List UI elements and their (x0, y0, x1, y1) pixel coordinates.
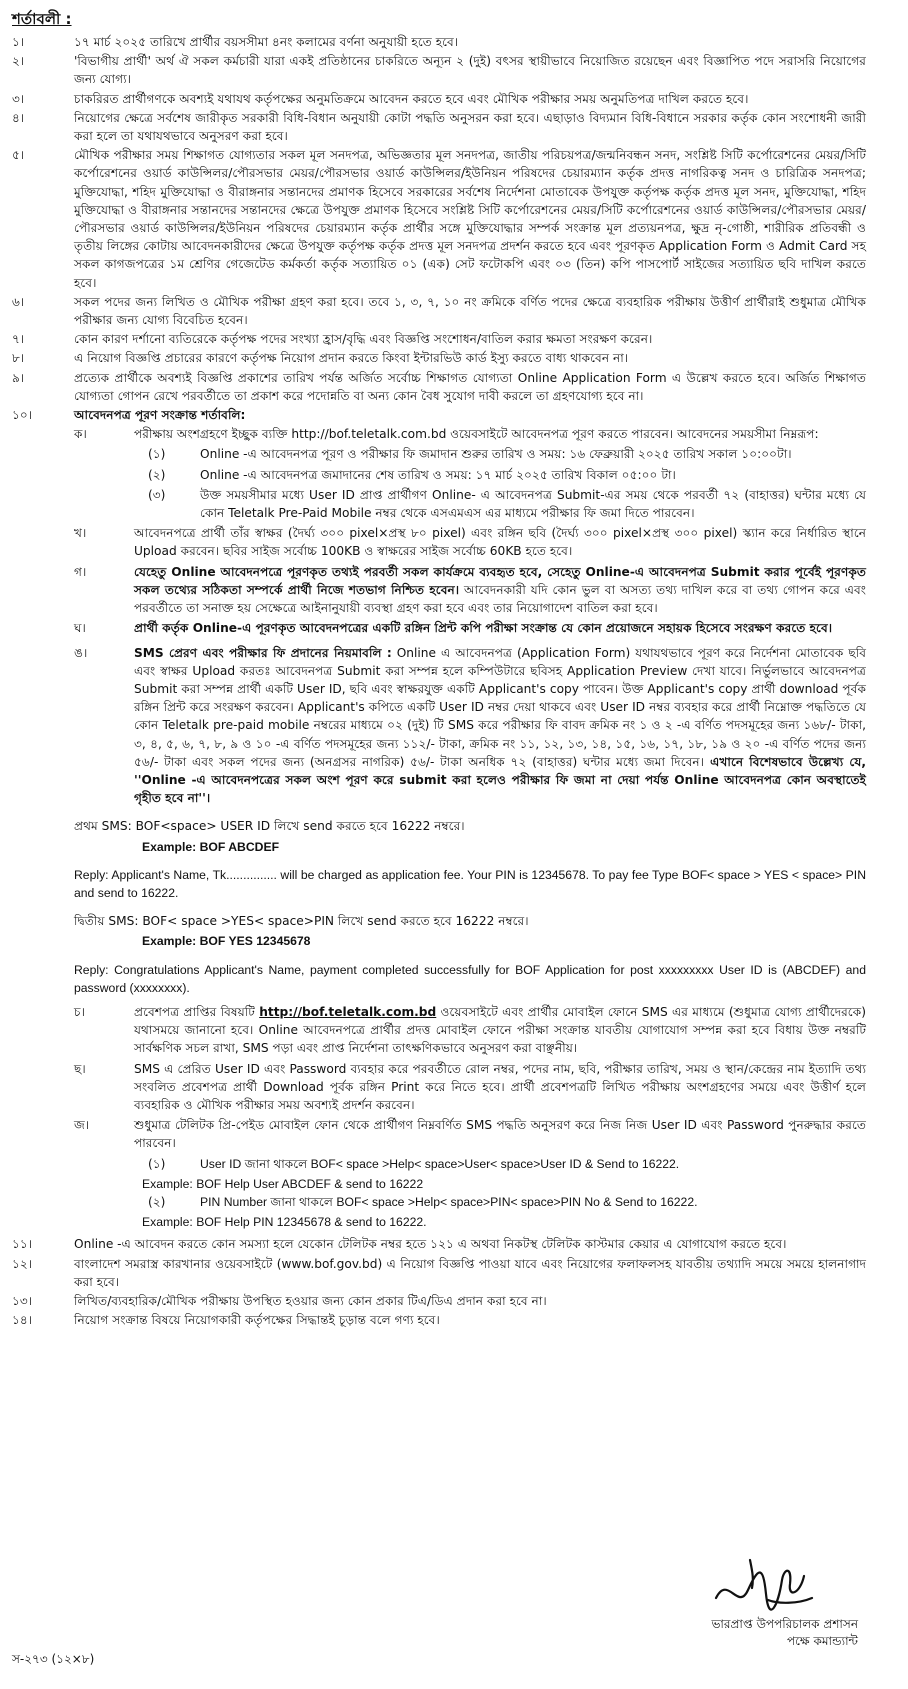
timeline-step-text: Online -এ আবেদনপত্র জমাদানের শেষ তারিখ ও সময়: ১৭ মার্চ ২০২৫ তারিখ বিকাল ০৫:০০ টা। (200, 467, 676, 482)
first-sms-example: Example: BOF ABCDEF (142, 839, 280, 854)
recovery-step: (১) User ID জানা থাকলে BOF< space >Help< space>User< space>User ID & Send to 16222. (148, 1155, 866, 1173)
item-number: ১১। (12, 1237, 33, 1252)
sms-rules-warning: এখানে বিশেষভাবে উল্লেখ্য যে, ''Online -এ আবেদনপত্রের সকল অংশ পূরণ করে submit করা হলেও পরীক্ষার ফি জমা না দেয়া পর্যন্ত Online আবেদনপত্র কোন অবস্থাতেই গৃহীত হবে না''। (134, 754, 867, 806)
sub-item-cha-text: প্রবেশপত্র প্রাপ্তির বিষয়টি http://bof.teletalk.com.bd ওয়েবসাইটে এবং প্রার্থীর মোবাইল ফোনে SMS এর মাধ্যমে (শুধুমাত্র যোগ্য প্রার্থীদেরকে) যথাসময়ে জানানো হবে। Online আবেদনপত্রে প্রার্থীর প্রদত্ত মোবাইল ফোনে পরীক্ষা সংক্রান্ত যাবতীয় যোগাযোগ সম্পন্ন করা হবে বিধায় উক্ত নম্বরটি সার্বক্ষণিক সচল রাখা, SMS পড়া এবং প্রাপ্ত নির্দেশনা তাৎক্ষণিকভাবে অনুসরণ করা বাঞ্ছনীয়। (134, 1004, 866, 1056)
sub-item-ga-text (134, 563, 866, 618)
sub-item-umo: ঙ। SMS প্রেরণ এবং পরীক্ষার ফি প্রদানের নিয়মাবলি : Online এ আবেদনপত্র (Application Form) যথাযথভাবে পূরণ করে নির্দেশনা মোতাবেক ছবি এবং স্বাক্ষর Upload করতঃ আবেদনপত্র Submit করা সম্পন্ন হলে কম্পিউটারে ছবিসহ Application Preview দেখা যাবে। নির্ভুলভাবে আবেদনপত্র Submit করা সম্পন্ন প্রার্থী একটি User ID, ছবি এবং স্বাক্ষরযুক্ত একটি Applicant's copy পাবেন। উক্ত Applicant's copy প্রার্থী download পূর্বক রঙ্গিন প্রিন্ট করে সংরক্ষণ করবেন। Applicant's কপিতে একটি User ID নম্বর দেয়া থাকবে এবং User ID নম্বর ব্যবহার করে প্রার্থী নিম্নোক্ত পদ্ধতিতে যে কোন Teletalk pre-paid mobile নম্বরের মাধ্যমে ০২ (দুই) টি SMS করে পরীক্ষার ফি বাবদ ক্রমিক নং ১ ও ২ -এ বর্ণিত পদসমূহের জন্য ১৬৮/- টাকা, ৩, ৪, ৫, ৬, ৭, ৮, ৯ ও ১০ -এ বর্ণিত পদসমূহের জন্য ১১২/- টাকা, ক্রমিক নং ১১, ১২, ১৩, ১৪, ১৫, ১৬, ১৭, ১৮, ১৯ ও ২০ -এ বর্ণিত পদের জন্য ৫৬/- টাকা এবং সকল পদের জন্য (অনগ্রসর নাগরিক) ৫৬/- টাকা অনধিক ৭২ (বাহাত্তর) ঘন্টার মধ্যে জমা দিবেন। এখানে বিশেষভাবে উল্লেখ্য যে, ''Online -এ আবেদনপত্রের সকল অংশ পূরণ করে submit করা হলেও পরীক্ষার ফি জমা না দেয়া পর্যন্ত Online আবেদনপত্র কোন অবস্থাতেই গৃহীত হবে না''। (74, 644, 866, 808)
item-number: ১। (12, 35, 25, 49)
item-text: বাংলাদেশ সমরাস্ত্র কারখানার ওয়েবসাইটে (www.bof.gov.bd) এ নিয়োগ বিজ্ঞপ্তি পাওয়া যাবে এবং নিয়োগের ফলাফলসহ যাবতীয় তথ্যাদি সময়ে সময়ে হালনাগাদ করা হবে। (74, 1256, 866, 1289)
item-number: ৫। (12, 148, 25, 163)
sub-item-kha: খ। আবেদনপত্রে প্রার্থী তাঁর স্বাক্ষর (দৈর্ঘ্য ৩০০ pixel×প্রস্থ ৮০ pixel) এবং রঙ্গিন ছবি (দৈর্ঘ্য ৩০০ pixel×প্রস্থ ৩০০ pixel) স্ক্যান করে নির্ধারিত স্থানে Upload করবেন। ছবির সাইজ সর্বোচ্চ 100KB ও স্বাক্ষরের সাইজ সর্বোচ্চ 60KB হতে হবে। (74, 524, 866, 560)
sub-item-ga: গ। যেহেতু Online আবেদনপত্রে পূরণকৃত তথ্যই পরবর্তী সকল কার্যক্রমে ব্যবহৃত হবে, সেহেতু Online-এ আবেদনপত্র Submit করার পূর্বেই পূরণকৃত সকল তথ্যের সঠিকতা সম্পর্কে প্রার্থী নিজে শতভাগ নিশ্চিত হবেন। আবেদনকারী যদি কোন ভুল বা অসত্য তথ্য দাখিল করে বা তথ্য গোপন করে এবং পরবর্তীতে তা সনাক্ত হয় সেক্ষেত্রে আইনানুযায়ী ব্যবস্থা গ্রহণ করা হবে এবং তার নিয়োগাদেশ বাতিল করা হবে। (74, 563, 866, 618)
sub-item-gha-text: প্রার্থী কর্তৃক Online-এ পূরণকৃত আবেদনপত্রের একটি রঙ্গিন প্রিন্ট কপি পরীক্ষা সংক্রান্ত যে কোন প্রয়োজনে সহায়ক হিসেবে সংরক্ষণ করতে হবে। (134, 621, 833, 636)
item-number: ২। (12, 54, 25, 69)
second-sms-example: Example: BOF YES 12345678 (142, 934, 311, 949)
recovery-step-text: PIN Number জানা থাকলে BOF< space >Help< space>PIN< space>PIN No & Send to 16222. (200, 1194, 698, 1209)
item-number: ১৩। (12, 1294, 33, 1308)
item-text: কোন কারণ দর্শানো ব্যতিরেকে কর্তৃপক্ষ পদের সংখ্যা হ্রাস/বৃদ্ধি এবং বিজ্ঞপ্তি সংশোধন/বাতিল করার ক্ষমতা সংরক্ষণ করেন। (74, 332, 653, 347)
condition-item-tail-2 (12, 1255, 866, 1291)
item-text: নিয়োগের ক্ষেত্রে সর্বশেষ জারীকৃত সরকারী বিধি-বিধান অনুযায়ী কোটা পদ্ধতি অনুসরন করা হবে। এছাড়াও বিদ্যমান বিধি-বিধানে সরকার কর্তৃক কোন সংশোধনী জারী করা হলে তা যথাযথভাবে অনুসরণ করা হবে। (74, 110, 866, 144)
item-text: প্রত্যেক প্রার্থীকে অবশ্যই বিজ্ঞপ্তি প্রকাশের তারিখ পর্যন্ত অর্জিত সর্বোচ্চ শিক্ষাগত যোগ্যতা Online Application Form এ উল্লেখ করতে হবে। অর্জিত শিক্ষাগত যোগ্যতা গোপন রেখে পরবর্তীতে তা প্রকাশ করে পদোন্নতি বা অন্য কোন বৈধ সুযোগ দাবী করলে তা গ্রহণযোগ্য হবে না। (74, 370, 866, 403)
signatory-on-behalf: পক্ষে কমান্ড্যান্ট (786, 1634, 858, 1648)
conditions-list-tail (12, 1235, 866, 1329)
timeline-step: (২) Online -এ আবেদনপত্র জমাদানের শেষ তারিখ ও সময়: ১৭ মার্চ ২০২৫ তারিখ বিকাল ০৫:০০ টা। (148, 466, 866, 484)
item-text: নিয়োগ সংক্রান্ত বিষয়ে নিয়োগকারী কর্তৃপক্ষের সিদ্ধান্তই চূড়ান্ত বলে গণ্য হবে। (74, 1313, 440, 1328)
sub-item-ga-bold: যেহেতু Online আবেদনপত্রে পূরণকৃত তথ্যই পরবর্তী সকল কার্যক্রমে ব্যবহৃত হবে, সেহেতু Online-এ আবেদনপত্র Submit করার পূর্বেই পূরণকৃত সকল তথ্যের সঠিকতা সম্পর্কে প্রার্থী নিজে শতভাগ নিশ্চিত হবেন। (134, 564, 866, 597)
item-10-title: আবেদনপত্র পূরণ সংক্রান্ত শর্তাবলি: (74, 408, 246, 423)
sub-item-umo-text (134, 644, 866, 808)
page-title: শর্তাবলী : (12, 10, 72, 28)
condition-item-4 (12, 109, 866, 145)
item-number: ৩। (12, 91, 25, 106)
condition-item-8 (12, 349, 866, 367)
sub-item-gha: ঘ। প্রার্থী কর্তৃক Online-এ পূরণকৃত আবেদনপত্রের একটি রঙ্গিন প্রিন্ট কপি পরীক্ষা সংক্রান্ত যে কোন প্রয়োজনে সহায়ক হিসেবে সংরক্ষণ করতে হবে। (74, 619, 866, 637)
timeline-step: (৩) উক্ত সময়সীমার মধ্যে User ID প্রাপ্ত প্রার্থীগণ Online- এ আবেদনপত্র Submit-এর সময় থেকে পরবর্তী ৭২ (বাহাত্তর) ঘন্টার মধ্যে যে কোন Teletalk Pre-Paid Mobile নম্বর থেকে এসএমএস এর মাধ্যমে পরীক্ষার ফি জমা দিতে পারবেন। (148, 486, 866, 522)
timeline-step-text: উক্ত সময়সীমার মধ্যে User ID প্রাপ্ত প্রার্থীগণ Online- এ আবেদনপত্র Submit-এর সময় থেকে পরবর্তী ৭২ (বাহাত্তর) ঘন্টার মধ্যে যে কোন Teletalk Pre-Paid Mobile নম্বর থেকে এসএমএস এর মাধ্যমে পরীক্ষার ফি জমা দিতে পারবেন। (200, 487, 866, 521)
sub-item-kha-text: আবেদনপত্রে প্রার্থী তাঁর স্বাক্ষর (দৈর্ঘ্য ৩০০ pixel×প্রস্থ ৮০ pixel) এবং রঙ্গিন ছবি (দৈর্ঘ্য ৩০০ pixel×প্রস্থ ৩০০ pixel) স্ক্যান করে নির্ধারিত স্থানে Upload করবেন। ছবির সাইজ সর্বোচ্চ 100KB ও স্বাক্ষরের সাইজ সর্বোচ্চ 60KB হতে হবে। (134, 526, 866, 559)
signatory-designation: ভারপ্রাপ্ত উপপরিচালক প্রশাসন (711, 1617, 858, 1631)
item-text: চাকরিরত প্রার্থীগণকে অবশ্যই যথাযথ কর্তৃপক্ষের অনুমতিক্রমে আবেদন করতে হবে এবং মৌখিক পরীক্ষার সময় অনুমতিপত্র দাখিল করতে হবে। (74, 91, 749, 106)
condition-item-9 (12, 369, 866, 405)
first-sms-reply: Reply: Applicant's Name, Tk............... will be charged as application fee. Your PIN is 12345678. To pay fee Type BOF< space > YES < space> PIN and send to 16222. (74, 867, 866, 900)
item-text: সকল পদের জন্য লিখিত ও মৌখিক পরীক্ষা গ্রহণ করা হবে। তবে ১, ৩, ৭, ১০ নং ক্রমিকে বর্ণিত পদের ক্ষেত্রে ব্যবহারিক পরীক্ষায় উত্তীর্ণ প্রার্থীরাই শুধুমাত্র মৌখিক পরীক্ষার জন্য যোগ্য বিবেচিত হবেন। (74, 294, 866, 328)
condition-item-5 (12, 146, 866, 292)
condition-item-tail-4 (12, 1311, 866, 1329)
sub-item-ka: ক। পরীক্ষায় অংশগ্রহণে ইচ্ছুক ব্যক্তি http://bof.teletalk.com.bd ওয়েবসাইটে আবেদনপত্র পূরণ করতে পারবেন। আবেদনের সময়সীমা নিম্নরূপ: (74, 425, 866, 443)
item-number: ১২। (12, 1256, 33, 1271)
recovery-step-example: Example: BOF Help User ABCDEF & send to 16222 (142, 1176, 424, 1191)
condition-item-10 (12, 406, 866, 424)
first-sms-instruction: প্রথম SMS: BOF<space> USER ID লিখে send করতে হবে 16222 নম্বরে। (74, 819, 465, 834)
condition-item-tail-3 (12, 1292, 866, 1310)
condition-item-2 (12, 52, 866, 88)
condition-item-6 (12, 293, 866, 329)
item-number: ৪। (12, 110, 25, 125)
item-text: মৌখিক পরীক্ষার সময় শিক্ষাগত যোগ্যতার সকল মূল সনদপত্র, অভিজ্ঞতার মূল সনদপত্র, জাতীয় পরিচয়পত্র/জন্মনিবন্ধন সনদ, সংশ্লিষ্ট সিটি কর্পোরেশনের মেয়র/সিটি কর্পোরেশনের ওয়ার্ড কাউন্সিলর/পৌরসভার মেয়র/পৌরসভার ওয়ার্ড কাউন্সিলর/ইউনিয়ন পরিষদের চেয়ারম্যান কর্তৃক প্রদত্ত নাগরিকত্ব সনদ ও চারিত্রিক সনদপত্র; মুক্তিযোদ্ধা, শহিদ মুক্তিযোদ্ধা ও বীরাঙ্গনার সন্তানদের প্রমাণক হিসেবে সরকারের সর্বশেষ নির্দেশনা মোতাবেক উপযুক্ত কর্তৃপক্ষ কর্তৃক প্রদত্ত মূল সনদ, মুক্তিযোদ্ধা, শহিদ মুক্তিযোদ্ধা ও বীরাঙ্গনার সন্তানদের সন্তানদের ক্ষেত্রে উপযুক্ত প্রমাণক হিসেবে সংশ্লিষ্ট সিটি কর্পোরেশনের মেয়র/সিটি কর্পোরেশনের ওয়ার্ড কাউন্সিলর/পৌরসভার মেয়র/পৌরসভার ওয়ার্ড কাউন্সিলর/ইউনিয়ন পরিষদের চেয়ারম্যান কর্তৃক প্রার্থীর সঙ্গে মুক্তিযোদ্ধার সম্পর্ক সংক্রান্ত মূল প্রত্যয়নপত্র, ক্ষুদ্র নৃ-গোষ্ঠী, শারীরিক প্রতিবন্ধী ও তৃতীয় লিঙ্গের কোটায় আবেদনকারীদের ক্ষেত্রে উপযুক্ত কর্তৃপক্ষ কর্তৃক প্রদত্ত মূল সনদপত্র প্রদর্শন করতে হবে এবং পূরণকৃত Application Form ও Admit Card সহ সকল কাগজপত্রের ১ম শ্রেণির গেজেটেড কর্মকর্তা কর্তৃক সত্যায়িত ০১ (এক) সেট ফটোকপি এবং ০৩ (তিন) কপি পাসপোর্ট সাইজের সত্যায়িত ছবি দাখিল করতে হবে। (74, 148, 866, 290)
teletalk-link[interactable]: http://bof.teletalk.com.bd (259, 1004, 437, 1019)
item-number: ১৪। (12, 1313, 33, 1328)
sub-item-ja-text: শুধুমাত্র টেলিটক প্রি-পেইড মোবাইল ফোন থেকে প্রার্থীগণ নিম্নবর্ণিত SMS পদ্ধতি অনুসরণ করে নিজ নিজ User ID এবং Password পুনরুদ্ধার করতে পারবেন। (134, 1118, 866, 1151)
timeline-step-text: Online -এ আবেদনপত্র পূরণ ও পরীক্ষার ফি জমাদান শুরুর তারিখ ও সময়: ১৬ ফেব্রুয়ারী ২০২৫ তারিখ সকাল ১০:০০টা। (200, 447, 792, 462)
handwritten-signature (708, 1554, 818, 1616)
item-text: লিখিত/ব্যবহারিক/মৌখিক পরীক্ষায় উপস্থিত হওয়ার জন্য কোন প্রকার টিএ/ডিএ প্রদান করা হবে না। (74, 1294, 547, 1308)
second-sms-instruction: দ্বিতীয় SMS: BOF< space >YES< space>PIN লিখে send করতে হবে 16222 নম্বরে। (74, 914, 529, 929)
item-text: 'বিভাগীয় প্রার্থী' অর্থ ঐ সকল কর্মচারী যারা একই প্রতিষ্ঠানের চাকরিতে অন্যূন ২ (দুই) বৎসর স্থায়ীভাবে নিয়োজিত রয়েছেন এবং বিজ্ঞাপিত পদে সরাসরি নিয়োগের জন্য যোগ্য। (74, 54, 866, 87)
sub-item-chha-text: SMS এ প্রেরিত User ID এবং Password ব্যবহার করে পরবর্তীতে রোল নম্বর, পদের নাম, ছবি, পরীক্ষার তারিখ, সময় ও স্থান/কেন্দ্রের নাম ইত্যাদি তথ্য সংবলিত প্রবেশপত্র প্রার্থী Download পূর্বক রঙ্গিন Print করে নিতে হবে। প্রার্থী প্রবেশপত্রটি লিখিত পরীক্ষায় অংশগ্রহণের সময়ে এবং উত্তীর্ণ হলে ব্যবহারিক ও মৌখিক পরীক্ষার সময় অবশ্যই প্রদর্শন করবেন। (134, 1061, 866, 1112)
recovery-step-example: Example: BOF Help PIN 12345678 & send to 16222. (142, 1215, 427, 1230)
sms-rules-heading: SMS প্রেরণ এবং পরীক্ষার ফি প্রদানের নিয়মাবলি : (134, 645, 392, 660)
footer-reference-code: স-২৭৩ (১২×৮) (12, 1651, 95, 1666)
item-text: ১৭ মার্চ ২০২৫ তারিখে প্রার্থীর বয়সসীমা ৪নং কলামের বর্ণনা অনুযায়ী হতে হবে। (74, 35, 459, 49)
timeline-step: (১) Online -এ আবেদনপত্র পূরণ ও পরীক্ষার ফি জমাদান শুরুর তারিখ ও সময়: ১৬ ফেব্রুয়ারী ২০২৫ তারিখ সকাল ১০:০০টা। (148, 445, 866, 463)
item-number: ১০। (12, 408, 33, 423)
item-number: ৬। (12, 294, 25, 309)
sms-rules-body: Online এ আবেদনপত্র (Application Form) যথাযথভাবে পূরণ করে নির্দেশনা মোতাবেক ছবি এবং স্বাক্ষর Upload করতঃ আবেদনপত্র Submit করা সম্পন্ন হলে কম্পিউটারে ছবিসহ Application Preview দেখা যাবে। নির্ভুলভাবে আবেদনপত্র Submit করা সম্পন্ন প্রার্থী একটি User ID, ছবি এবং স্বাক্ষরযুক্ত একটি Applicant's copy পাবেন। উক্ত Applicant's copy প্রার্থী download পূর্বক রঙ্গিন প্রিন্ট করে সংরক্ষণ করবেন। Applicant's কপিতে একটি User ID নম্বর দেয়া থাকবে এবং User ID নম্বর ব্যবহার করে প্রার্থী নিম্নোক্ত পদ্ধতিতে যে কোন Teletalk pre-paid mobile নম্বরের মাধ্যমে ০২ (দুই) টি SMS করে পরীক্ষার ফি বাবদ ক্রমিক নং ১ ও ২ -এ বর্ণিত পদসমূহের জন্য ১৬৮/- টাকা, ৩, ৪, ৫, ৬, ৭, ৮, ৯ ও ১০ -এ বর্ণিত পদসমূহের জন্য ১১২/- টাকা, ক্রমিক নং ১১, ১২, ১৩, ১৪, ১৫, ১৬, ১৭, ১৮, ১৯ ও ২০ -এ বর্ণিত পদের জন্য ৫৬/- টাকা এবং সকল পদের জন্য (অনগ্রসর নাগরিক) ৫৬/- টাকা অনধিক ৭২ (বাহাত্তর) ঘন্টার মধ্যে জমা দিবেন। (134, 645, 866, 769)
recovery-step: (২) PIN Number জানা থাকলে BOF< space >Help< space>PIN< space>PIN No & Send to 16222. (148, 1193, 866, 1211)
sub-item-ja: জ। শুধুমাত্র টেলিটক প্রি-পেইড মোবাইল ফোন থেকে প্রার্থীগণ নিম্নবর্ণিত SMS পদ্ধতি অনুসরণ করে নিজ নিজ User ID এবং Password পুনরুদ্ধার করতে পারবেন। (74, 1116, 866, 1152)
signature-block (638, 1554, 858, 1650)
condition-item-1 (12, 33, 866, 51)
sub-item-chha: ছ। SMS এ প্রেরিত User ID এবং Password ব্যবহার করে পরবর্তীতে রোল নম্বর, পদের নাম, ছবি, পরীক্ষার তারিখ, সময় ও স্থান/কেন্দ্রের নাম ইত্যাদি তথ্য সংবলিত প্রবেশপত্র প্রার্থী Download পূর্বক রঙ্গিন Print করে নিতে হবে। প্রার্থী প্রবেশপত্রটি লিখিত পরীক্ষায় অংশগ্রহণের সময়ে এবং উত্তীর্ণ হলে ব্যবহারিক ও মৌখিক পরীক্ষার সময় অবশ্যই প্রদর্শন করবেন। (74, 1060, 866, 1115)
sub-item-ka-content: পরীক্ষায় অংশগ্রহণে ইচ্ছুক ব্যক্তি http://bof.teletalk.com.bd ওয়েবসাইটে আবেদনপত্র পূরণ করতে পারবেন। আবেদনের সময়সীমা নিম্নরূপ: (134, 427, 819, 442)
application-timeline (12, 445, 866, 522)
sub-item-cha: চ। প্রবেশপত্র প্রাপ্তির বিষয়টি http://bof.teletalk.com.bd ওয়েবসাইটে এবং প্রার্থীর মোবাইল ফোনে SMS এর মাধ্যমে (শুধুমাত্র যোগ্য প্রার্থীদেরকে) যথাসময়ে জানানো হবে। Online আবেদনপত্রে প্রার্থীর প্রদত্ত মোবাইল ফোনে পরীক্ষা সংক্রান্ত যাবতীয় যোগাযোগ সম্পন্ন করা হবে বিধায় উক্ত নম্বরটি সার্বক্ষণিক সচল রাখা, SMS পড়া এবং প্রাপ্ত নির্দেশনা তাৎক্ষণিকভাবে অনুসরণ করা বাঞ্ছনীয়। (74, 1003, 866, 1058)
condition-item-tail-1 (12, 1235, 866, 1253)
second-sms-reply: Reply: Congratulations Applicant's Name, payment completed successfully for BOF Application for post xxxxxxxxx User ID is (ABCDEF) and password (xxxxxxxx). (74, 962, 866, 995)
condition-item-3 (12, 90, 866, 108)
item-number: ৮। (12, 351, 25, 366)
item-number: ৯। (12, 370, 25, 385)
item-text: এ নিয়োগ বিজ্ঞপ্তি প্রচারের কারণে কর্তৃপক্ষ নিয়োগ প্রদান করতে কিংবা ইন্টারভিউ কার্ড ইস্যু করতে বাধ্য থাকবেন না। (74, 351, 629, 366)
sub-item-ga-rest: আবেদনকারী যদি কোন ভুল বা অসত্য তথ্য দাখিল করে বা তথ্য গোপন করে এবং পরবর্তীতে তা সনাক্ত হয় সেক্ষেত্রে আইনানুযায়ী ব্যবস্থা গ্রহণ করা হবে এবং তার নিয়োগাদেশ বাতিল করা হবে। (134, 582, 866, 616)
sub-item-ka-text (134, 425, 866, 443)
item-number: ৭। (12, 332, 25, 347)
item-text: Online -এ আবেদন করতে কোন সমস্যা হলে যেকোন টেলিটক নম্বর হতে ১২১ এ অথবা নিকটস্থ টেলিটক কাস্টমার কেয়ার এ যোগাযোগ করতে হবে। (74, 1237, 787, 1252)
recovery-step-text: User ID জানা থাকলে BOF< space >Help< space>User< space>User ID & Send to 16222. (200, 1156, 680, 1171)
condition-item-7 (12, 330, 866, 348)
password-recovery-steps (12, 1155, 866, 1232)
conditions-list (12, 33, 866, 405)
